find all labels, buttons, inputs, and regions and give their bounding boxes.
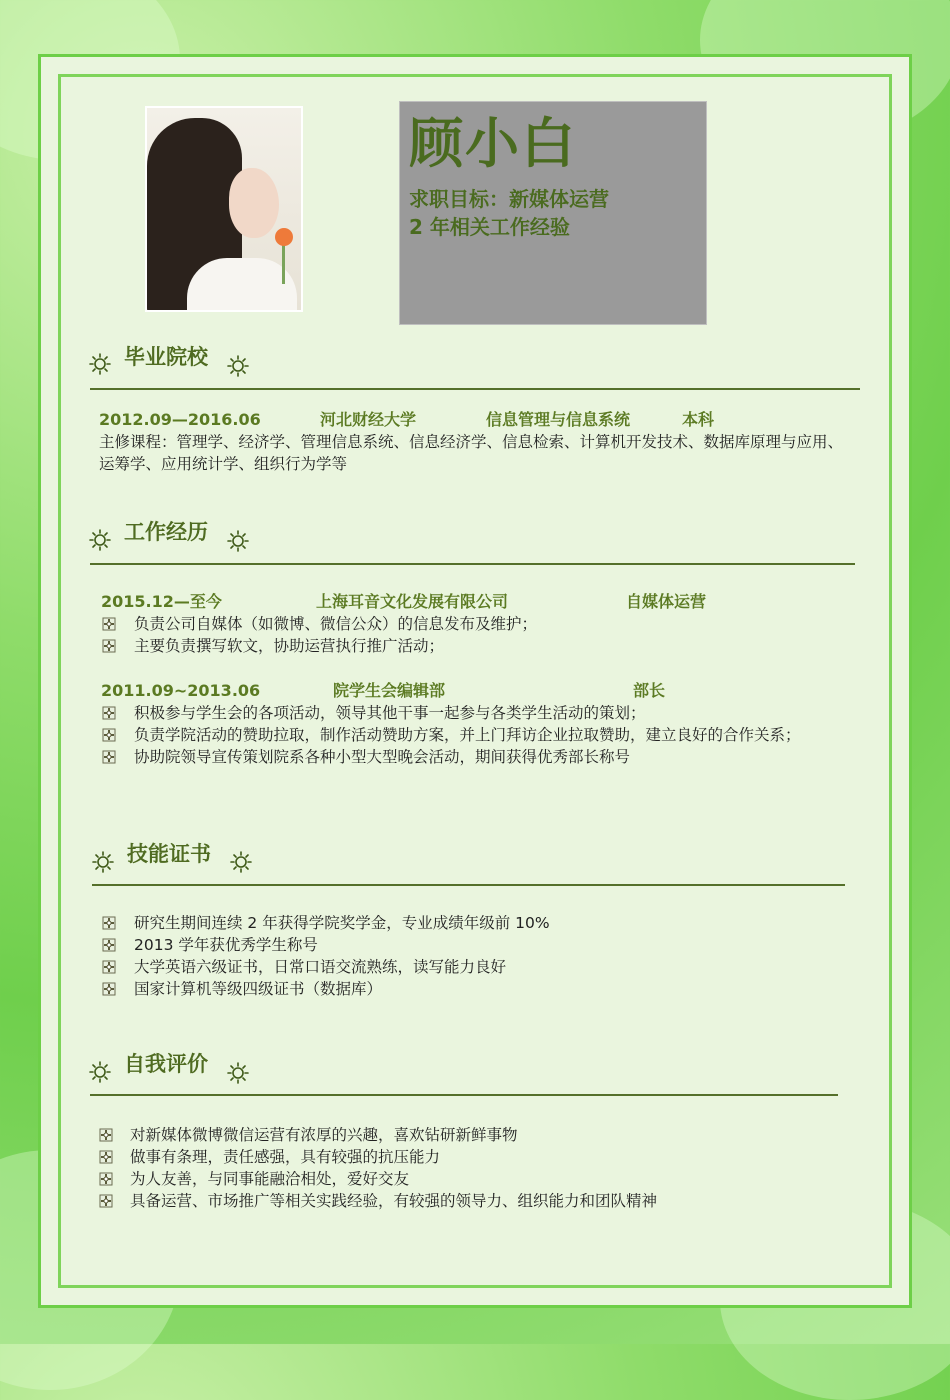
job-goal [409,185,609,241]
job-company: 院学生会编辑部 [333,681,446,700]
candidate-name: 顾小白 [409,112,577,175]
bullet-icon [99,1150,113,1164]
skill-item: 研究生期间连续 2 年获得学院奖学金，专业成绩年级前 10% [134,914,550,932]
bullet-icon [102,617,116,631]
job-item: 负责学院活动的赞助拉取，制作活动赞助方案，并上门拜访企业拉取赞助，建立良好的合作关系； [134,726,801,744]
sun-icon [89,353,111,375]
job-company: 上海耳音文化发展有限公司 [316,592,509,611]
education-period: 2012.09—2016.06 [99,410,261,429]
bullet-icon [102,728,116,742]
bullet-icon [99,1128,113,1142]
section-divider [90,388,860,390]
section-divider [92,884,845,886]
job-role: 部长 [633,681,666,700]
education-school: 河北财经大学 [320,410,417,429]
bullet-icon [102,750,116,764]
job-period: 2011.09~2013.06 [101,681,261,700]
sun-icon [227,530,249,552]
job-item: 主要负责撰写软文，协助运营执行推广活动； [134,637,445,655]
sun-icon [92,851,114,873]
job-item: 积极参与学生会的各项活动，领导其他干事一起参与各类学生活动的策划； [134,704,646,722]
job-role: 自媒体运营 [626,592,707,611]
work-title: 工作经历 [124,520,208,544]
skill-item: 国家计算机等级四级证书（数据库） [134,980,383,998]
bullet-icon [102,960,116,974]
sun-icon [227,355,249,377]
self-item: 对新媒体微博微信运营有浓厚的兴趣，喜欢钻研新鲜事物 [130,1126,518,1144]
sun-icon [89,1061,111,1083]
job-period: 2015.12—至今 [101,592,222,611]
bullet-icon [102,916,116,930]
job-goal-text: 求职目标：新媒体运营 [409,187,609,211]
skill-item: 2013 学年获优秀学生称号 [134,936,318,954]
skills-title: 技能证书 [127,842,211,866]
sun-icon [227,1062,249,1084]
education-courses: 运筹学、应用统计学、组织行为学等 [99,455,348,473]
section-divider [90,1094,838,1096]
profile-photo [145,106,303,312]
sun-icon [89,529,111,551]
self-title: 自我评价 [124,1052,208,1076]
education-title: 毕业院校 [124,345,208,369]
bullet-icon [102,706,116,720]
education-major: 信息管理与信息系统 [486,410,631,429]
section-divider [90,563,855,565]
experience-text: 2 年相关工作经验 [409,215,570,239]
bullet-icon [102,639,116,653]
bullet-icon [99,1172,113,1186]
job-item: 负责公司自媒体（如微博、微信公众）的信息发布及维护； [134,615,538,633]
education-courses: 主修课程：管理学、经济学、管理信息系统、信息经济学、信息检索、计算机开发技术、数据库原理与应用、 [99,433,844,451]
skill-item: 大学英语六级证书，日常口语交流熟练，读写能力良好 [134,958,507,976]
education-degree: 本科 [682,410,715,429]
self-item: 具备运营、市场推广等相关实践经验，有较强的领导力、组织能力和团队精神 [130,1192,658,1210]
bullet-icon [99,1194,113,1208]
self-item: 做事有条理，责任感强，具有较强的抗压能力 [130,1148,441,1166]
bullet-icon [102,982,116,996]
bullet-icon [102,938,116,952]
self-item: 为人友善，与同事能融洽相处，爱好交友 [130,1170,410,1188]
sun-icon [230,851,252,873]
job-item: 协助院领导宣传策划院系各种小型大型晚会活动，期间获得优秀部长称号 [134,748,631,766]
